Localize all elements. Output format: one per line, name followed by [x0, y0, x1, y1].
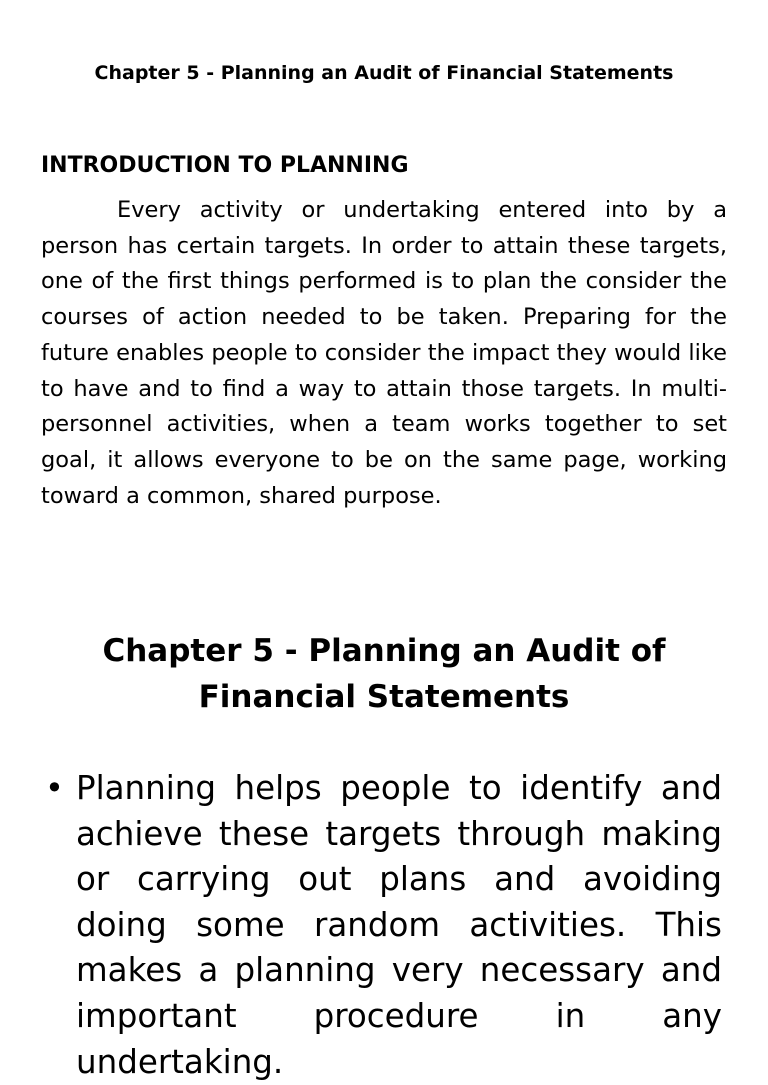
list-item [41, 766, 722, 1085]
notes-section [41, 60, 727, 509]
bullet-list [41, 766, 722, 1085]
intro-paragraph: Every activity or undertaking entered into by a person has certain targets. In order to attain these targets, one of the first things performed is to plan the consider the courses of action needed to be taken. Preparing for the future enables people to consider the impact they would like to have and to find a way to attain those targets. In multi-personnel activities, when a team works together to set goal, it allows everyone to be on the same page, working toward a common, shared purpose. [41, 197, 727, 509]
bullet-text: Planning helps people to identify and achieve these targets through making or carrying out plans and avoiding doing some random activities. This makes a planning very necessary and important procedure in any undertaking. [76, 769, 722, 1081]
slide-title: Chapter 5 - Planning an Audit of Financial Statements [102, 633, 666, 715]
intro-heading: INTRODUCTION TO PLANNING [41, 153, 409, 178]
document-header: Chapter 5 - Planning an Audit of Financial Statements [94, 62, 674, 84]
bullet-marker: • [45, 769, 64, 807]
